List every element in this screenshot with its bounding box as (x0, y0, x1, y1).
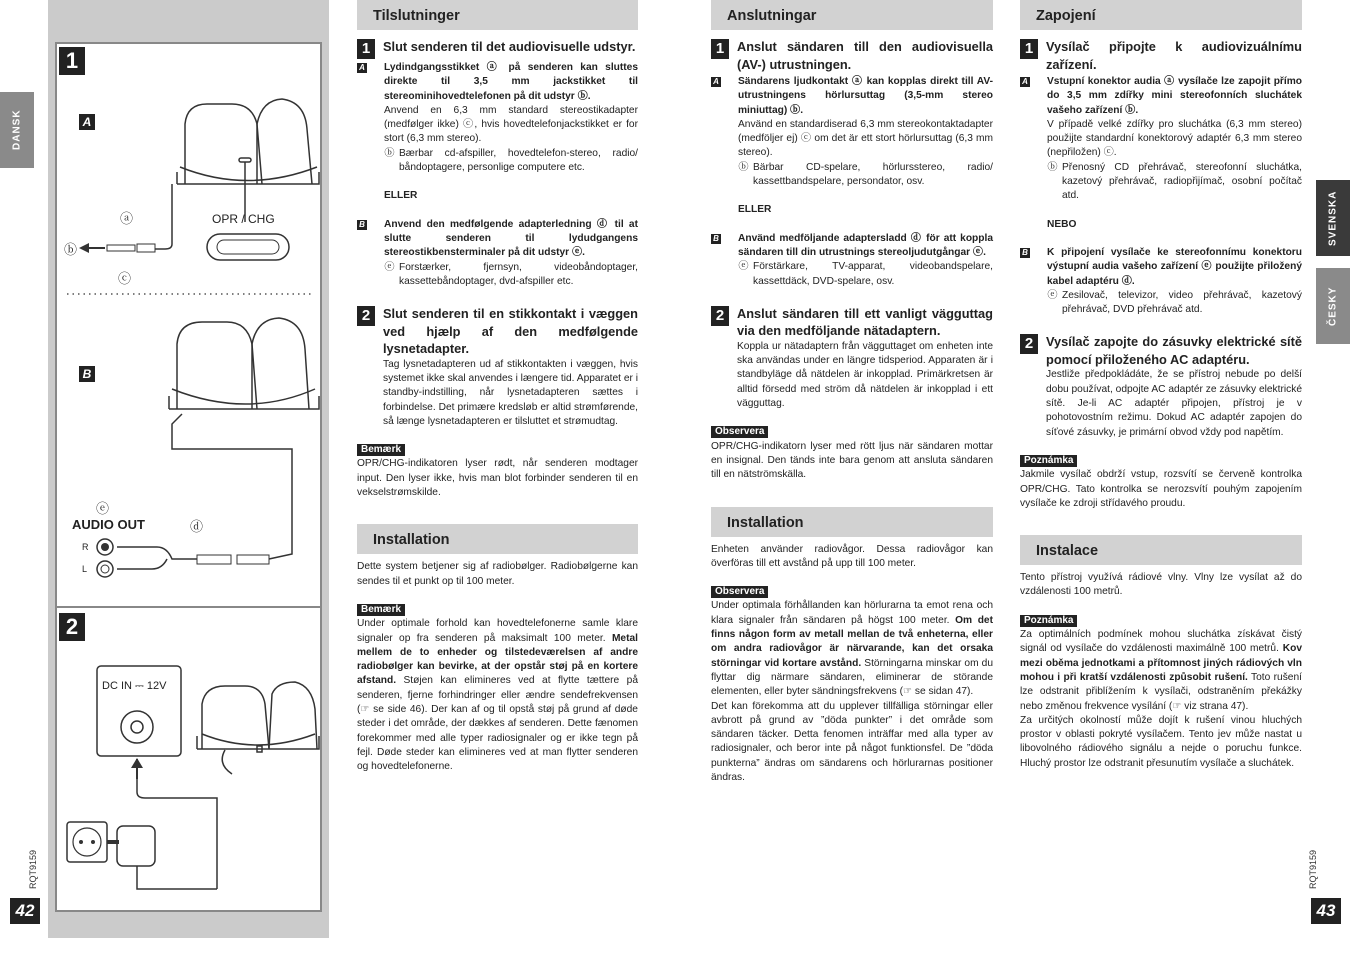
option-b-examples: Förstärkare, TV-apparat, videobandspelare, kassettdäck, DVD-spelare, osv. (753, 261, 993, 287)
note-text: Jakmile vysílač obdrží vstup, rozsvítí se červeně kontrolka OPR/CHG. Tato kontrolka se nerozsvítí pouhým zapojením vysílače ke zdroji střídavého proudu. (1020, 469, 1302, 509)
note-label: Bemærk (357, 444, 405, 456)
note-label-2: Bemærk (357, 604, 405, 616)
note-label: Observera (711, 426, 768, 438)
option-a-marker: A (357, 63, 367, 73)
section-title-installation: Instalace (1020, 535, 1302, 565)
installation-note: Za optimálních podmínek mohou sluchátka získávat čistý signál od vysílače do vzdálenosti maximálně 100 metrů. Kov mezi oběma jednotkami a přítomnost jiných rádiových vln mohou i při kratší vzdálenosti způsobit rušení. Toto rušení lze odstranit přiblížením k vysílači, odstraněním překážky nebo změnou frekvence vysílání (☞ viz strana 47). (1020, 629, 1302, 712)
dc-in-label: DC IN ⎓ 12V (102, 680, 167, 692)
step-1-title: Slut senderen til det audiovisuelle udstyr. (383, 39, 636, 54)
transmitter-illustration-a (177, 99, 319, 184)
step-1-title: Vysílač připojte k audiovizuálnímu zařízení. (1046, 39, 1302, 72)
installation-note-2: Za určitých okolností může dojít k rušení vinou hluchých prostor v oblasti pokryté vysílačem. Tento jev může nastat u libovolného rádiového signálu a nejde o poruchu funkce. Hluchý prostor lze odstranit přesunutím vysílače a sluchátek. (1020, 714, 1302, 769)
option-a-heading: Lydindgangsstikket ⓐ på senderen kan sluttes direkte til 3,5 mm jackstikket til stereominihovedtelefonen på dit udstyr ⓑ. (384, 62, 638, 102)
or-label: NEBO (1047, 218, 1077, 230)
figure-step-1: 1 (59, 47, 85, 75)
option-a-heading: Vstupní konektor audia ⓐ vysílače lze zapojit přímo do 3,5 mm zdířky mini stereofonních sluchátek vašeho zařízení ⓑ. (1047, 76, 1302, 116)
installation-note: Under optimale forhold kan hovedtelefonerne samle klare signaler op fra senderen på maksimalt 100 meter. Metal mellem de to enheder og tilstedeværelsen af andre radiobølger kan bevirke, at der opstår støj på en kortere afstand. Støjen kan elimineres ved at flytte tættere på senderen, fjerne forhindringer eller ændre sendefrekvensen (☞ se side 46). Der kan af og til opstå støj på grund af døde steder i det område, der dækkes af senderen. Dette fænomen forekommer med alle typer radiosignaler og er ikke tegn på fejl. Døde steder kan elimineres ved at man flytter senderen og hovedtelefonerne. (357, 618, 638, 773)
note-label-2: Observera (711, 586, 768, 598)
page-number-left: 42 (10, 898, 40, 924)
right-channel-label: R (82, 542, 89, 552)
section-title-installation: Installation (711, 507, 993, 537)
step-number-1: 1 (711, 39, 729, 59)
step-2-text: Koppla ur nätadaptern från vägguttaget om enheten inte ska användas under en längre tidsperiod. Apparaten är i standbyläge då nätdelen är inkopplad. Primärkretsen är alltid försedd med ström då nätdelen är inkopplad i ett vägguttag. (737, 340, 993, 410)
option-b-heading: K připojení vysílače ke stereofonnímu konektoru výstupní audia vašeho zařízení ⓔ použijte přiložený kabel adaptéru ⓓ. (1047, 246, 1302, 287)
installation-note: Under optimala förhållanden kan hörlurarna ta emot rena och klara signaler från sändaren på högst 100 meter. Om det finns någon form av metall mellan de två enheterna, eller om andra radiovågor är närvarande, kan det orsaka störningar vid kortare avstånd. Störningarna minskar om du flyttar dig närmare sändaren, eliminerar de störande elementen, eller byter sändningsfrekvens (☞ se sidan 47). (711, 600, 993, 698)
option-a-text: V případě velké zdířky pro sluchátka (6,3 mm stereo) použijte standardní konektorový adaptér 6,3 mm stereo (nepřiložen) ⓒ. (1047, 118, 1302, 159)
option-a-examples: Přenosný CD přehrávač, stereofonní sluchátka, kazetový přehrávač, radiopřijímač, osobní počítač atd. (1062, 161, 1302, 202)
option-a-text: Använd en standardiserad 6,3 mm stereokontaktadapter (medföljer ej) ⓒ om det är ett stort hörlursuttag (6,3 mm stereo). (738, 118, 993, 159)
option-a-marker: A (1020, 77, 1030, 87)
option-b-heading: Använd medföljande adaptersladd ⓓ för att koppla sändaren till din utrustnings stereoljudutgångar ⓔ. (738, 232, 993, 258)
or-label: ELLER (384, 190, 418, 202)
connection-diagram (57, 44, 320, 910)
section-title-connections: Tilslutninger (357, 0, 638, 30)
section-title-connections: Anslutningar (711, 0, 993, 30)
installation-text: Tento přístroj využívá rádiové vlny. Vlny lze vysílat až do vzdálenosti 100 metrů. (1020, 572, 1302, 598)
step-2-title: Anslut sändaren till ett vanligt vägguttag via den medföljande nätadaptern. (737, 305, 993, 339)
figure-label-a: A (79, 114, 95, 130)
note-label-2: Poznámka (1020, 615, 1077, 627)
installation-note-2: Det kan förekomma att du upplever tillfälliga störningar eller avbrott på grund av ”döda punkter” i det område som sändaren täcker. Detta fenomen inträffar med alla typer av radiosignaler, och beror inte på något funktionsfel. De ”döda punkterna” ändras om sändarens och hörlurarnas positioner ändras. (711, 700, 993, 783)
step-number-2: 2 (357, 306, 375, 326)
czech-column: Zapojení 1 Vysílač připojte k audiovizuálnímu zařízení. A Vstupní konektor audia ⓐ vysílače lze zapojit přímo do 3,5 mm zdířky mini stereofonních sluchátek vašeho zařízení ⓑ. V případě velké zdířky pro sluchátka (6,3 mm stereo) použijte standardní konektorový adaptér 6,3 mm stereo (nepřiložen) ⓒ. ⓑ Přenosný CD přehrávač, stereofonní sluchátka, kazetový přehrávač, radiopřijímač, osobní počítač atd. NEBO B K připojení vysílače ke stereofonnímu konektoru výstupní audia vašeho zařízení ⓔ použijte přiložený kabel adaptéru ⓓ. ⓔ Zesilovač, televizor, video přehrávač, kazetový přehrávač, DVD přehrávač atd. 2 Vysílač zapojte do zásuvky elektrické sítě pomocí přiloženého AC adaptéru. Jestliže předpokládáte, že se přístroj nebude po delší dobu používat, odpojte AC adaptér ze zásuvky elektrické sítě. Je-li AC adaptér připojen, přístroj je v pohotovostním režimu. Dokud AC adaptér zapojen do síťové zásuvky, je primární obvod vždy pod napětím. Poznámka Jakmile vysílač obdrží vstup, rozsvítí se červeně kontrolka OPR/CHG. Tato kontrolka se nerozsvítí pouhým zapojením vysílače ke zdroji střídavého proudu. Instalace Tento přístroj využívá rádiové vlny. Vlny lze vysílat až do vzdálenosti 100 metrů. Poznámka Za optimálních podmínek mohou sluchátka získávat čistý signál od vysílače do vzdálenosti maximálně 100 metrů. Kov mezi oběma jednotkami a přítomnost jiných rádiových vln mohou i při kratší vzdálenosti způsobit rušení. Toto rušení lze odstranit přiblížením k vysílači, odstraněním překážky nebo změnou frekvence vysílání (☞ viz strana 47). Za určitých okolností může dojít k rušení vinou hluchých prostor v oblasti pokryté vysílačem. Tento jev může nastat u libovolného rádiového signálu a nejde o poruchu funkce. Hluchý prostor lze odstranit přesunutím vysílače a sluchátek. (1020, 0, 1302, 771)
language-tab-swedish: SVENSKA (1316, 180, 1350, 256)
figure-step-2: 2 (59, 613, 85, 641)
section-title-installation: Installation (357, 524, 638, 554)
figure-mark-b: ⓑ (64, 242, 78, 257)
option-b-marker: B (711, 234, 721, 244)
step-2-title: Vysílač zapojte do zásuvky elektrické sítě pomocí přiloženého AC adaptéru. (1046, 334, 1302, 367)
transmitter-illustration-step2 (197, 682, 319, 752)
step-1-title: Anslut sändaren till den audiovisuella (AV-) utrustningen. (737, 39, 993, 72)
figure-mark-a: ⓐ (120, 211, 134, 226)
note-text: OPR/CHG-indikatorn lyser med rött ljus när sändaren mottar en insignal. Den tänds inte bara genom att ansluta sändaren till en nätströmskälla. (711, 440, 993, 481)
option-a-examples: Bærbar cd-afspiller, hovedtelefon-stereo, radio/ båndoptagere, personlige computere etc. (399, 147, 638, 174)
step-2-title: Slut senderen til en stikkontakt i væggen ved hjælp af den medfølgende lysnetadapter. (383, 306, 638, 357)
option-a-text: Anvend en 6,3 mm standard stereostikadapter (medfølger ikke) ⓒ, hvis hovedtelefonjackstikket er for stort (6,3 mm stereo). (384, 104, 638, 145)
option-a-heading: Sändarens ljudkontakt ⓐ kan kopplas direkt till AV-utrustningens hörlursuttag (3,5-mm stereo miniuttag) ⓑ. (738, 76, 993, 116)
opr-chg-label: OPR / CHG (212, 212, 275, 226)
step-2-text: Jestliže předpokládáte, že se přístroj nebude po delší dobu používat, odpojte AC adaptér ze zásuvky elektrické sítě. Je-li AC adaptér připojen, přístroj je v pohotovostním režimu. Dokud AC adaptér zapojen do síťové zásuvky, je primární obvod vždy pod napětím. (1046, 369, 1302, 438)
document-code-left: RQT9159 (28, 850, 38, 890)
section-title-connections: Zapojení (1020, 0, 1302, 30)
step-number-1: 1 (1020, 39, 1038, 59)
transmitter-illustration-b (169, 318, 319, 409)
option-b-heading: Anvend den medfølgende adapterledning ⓓ til at slutte senderen til lydudgangens stereostikbensterminaler på dit udstyr ⓔ. (384, 218, 638, 259)
swedish-column: Anslutningar 1 Anslut sändaren till den audiovisuella (AV-) utrustningen. A Sändarens ljudkontakt ⓐ kan kopplas direkt till AV-utrustningens hörlursuttag (3,5-mm stereo miniuttag) ⓑ. Använd en standardiserad 6,3 mm stereokontaktadapter (medföljer ej) ⓒ om det är ett stort hörlursuttag (6,3 mm stereo). ⓑ Bärbar CD-spelare, hörlursstereo, radio/ kassettbandspelare, persondator, osv. ELLER B Använd medföljande adaptersladd ⓓ för att koppla sändaren till din utrustnings stereoljudutgångar ⓔ. ⓔ Förstärkare, TV-apparat, videobandspelare, kassettdäck, DVD-spelare, osv. 2 Anslut sändaren till ett vanligt vägguttag via den medföljande nätadaptern. Koppla ur nätadaptern från vägguttaget om enheten inte ska användas under en längre tidsperiod. Apparaten är i standbyläge då nätdelen är inkopplad. Primärkretsen är alltid försedd med ström då nätdelen är inkopplad i ett vägguttag. Observera OPR/CHG-indikatorn lyser med rött ljus när sändaren mottar en insignal. Den tänds inte bara genom att ansluta sändaren till en nätströmskälla. Installation Enheten använder radiovågor. Dessa radiovågor kan överföras till ett avstånd på upp till 100 meter. Observera Under optimala förhållanden kan hörlurarna ta emot rena och klara signaler från sändaren på högst 100 meter. Om det finns någon form av metall mellan de två enheterna, eller om andra radiovågor är närvarande, kan det orsaka störningar vid kortare avstånd. Störningarna minskar om du flyttar dig närmare sändaren, eliminerar de störande elementen, eller byter sändningsfrekvens (☞ se sidan 47). Det kan förekomma att du upplever tillfälliga störningar eller avbrott på grund av ”döda punkter” i det område som sändaren täcker. Detta fenomen inträffar med alla typer av radiosignaler, och beror inte på något funktionsfel. De ”döda punkterna” ändras om sändarens och hörlurarnas positioner ändras. (711, 0, 993, 785)
or-label: ELLER (738, 204, 772, 216)
option-b-marker: B (1020, 248, 1030, 258)
figure-mark-e: ⓔ (96, 501, 110, 516)
danish-column: Tilslutninger 1 Slut senderen til det audiovisuelle udstyr. A Lydindgangsstikket ⓐ på senderen kan sluttes direkte til 3,5 mm jackstikket til stereominihovedtelefonen på dit udstyr ⓑ. Anvend en 6,3 mm standard stereostikadapter (medfølger ikke) ⓒ, hvis hovedtelefonjackstikket er for stort (6,3 mm stereo). ⓑ Bærbar cd-afspiller, hovedtelefon-stereo, radio/ båndoptagere, personlige computere etc. ELLER B Anvend den medfølgende adapterledning ⓓ til at slutte senderen til lydudgangens stereostikbensterminaler på dit udstyr ⓔ. ⓔ Forstærker, fjernsyn, videobåndoptager, kassettebåndoptager, dvd-afspiller etc. 2 Slut senderen til en stikkontakt i væggen ved hjælp af den medfølgende lysnetadapter. Tag lysnetadapteren ud af stikkontakten i væggen, hvis systemet ikke skal anvendes i længere tid. Apparatet er i standby-indstilling, når lysnetadapteren sættes i forbindelse. Det primære kredsløb er altid strømførende, så længe lysnetadapteren er tilsluttet et strømudtag. Bemærk OPR/CHG-indikatoren lyser rødt, når senderen modtager input. Den lyser ikke, hvis man blot forbinder senderen til en vekselstrømskilde. Installation Dette system betjener sig af radiobølger. Radiobølgerne kan sendes til et punkt op til 100 meter. Bemærk Under optimale forhold kan hovedtelefonerne samle klare signaler op fra senderen på maksimalt 100 meter. Metal mellem de to enheder og tilstedeværelsen af andre radiobølger kan bevirke, at der opstår støj på en kortere afstand. Støjen kan elimineres ved at flytte tættere på senderen, fjerne forhindringer eller ændre sendefrekvensen (☞ se side 46). Der kan af og til opstå støj på grund af døde steder i det område, der dækkes af senderen. Dette fænomen forekommer med alle typer radiosignaler og er ikke tegn på fejl. Døde steder kan elimineres ved at man flytter senderen og hovedtelefonerne. (357, 0, 638, 774)
step-2-text: Tag lysnetadapteren ud af stikkontakten i væggen, hvis systemet ikke skal anvendes i længere tid. Apparatet er i standby-indstilling, når lysnetadapteren sættes i forbindelse. Det primære kredsløb er altid strømførende, så længe lysnetadapteren er tilsluttet et strømudtag. (383, 358, 638, 427)
option-a-examples: Bärbar CD-spelare, hörlursstereo, radio/ kassettbandspelare, persondator, osv. (753, 161, 993, 188)
step-number-1: 1 (357, 39, 375, 59)
step-number-2: 2 (1020, 334, 1038, 354)
figure-mark-d: ⓓ (190, 519, 204, 534)
step-number-2: 2 (711, 306, 729, 326)
option-b-examples: Zesilovač, televizor, video přehrávač, kazetový přehrávač, DVD přehrávač atd. (1062, 289, 1302, 316)
installation-text: Dette system betjener sig af radiobølger. Radiobølgerne kan sendes til et punkt op til 100 meter. (357, 561, 638, 587)
option-b-examples: Forstærker, fjernsyn, videobåndoptager, kassettebåndoptager, dvd-afspiller etc. (399, 261, 638, 287)
installation-text: Enheten använder radiovågor. Dessa radiovågor kan överföras till ett avstånd på upp till 100 meter. (711, 543, 993, 569)
figure-label-b: B (79, 366, 95, 382)
figure-mark-c: ⓒ (118, 271, 132, 286)
page-number-right: 43 (1311, 898, 1341, 924)
language-tab-czech: ČESKY (1316, 268, 1350, 344)
option-a-marker: A (711, 77, 721, 87)
note-text: OPR/CHG-indikatoren lyser rødt, når senderen modtager input. Den lyser ikke, hvis man blot forbinder senderen til en vekselstrømskilde. (357, 458, 638, 499)
audio-out-label: AUDIO OUT (72, 517, 145, 532)
document-code-right: RQT9159 (1308, 850, 1318, 890)
option-b-marker: B (357, 220, 367, 230)
left-channel-label: L (82, 564, 88, 574)
note-label: Poznámka (1020, 455, 1077, 467)
language-tab-danish: DANSK (0, 92, 34, 168)
